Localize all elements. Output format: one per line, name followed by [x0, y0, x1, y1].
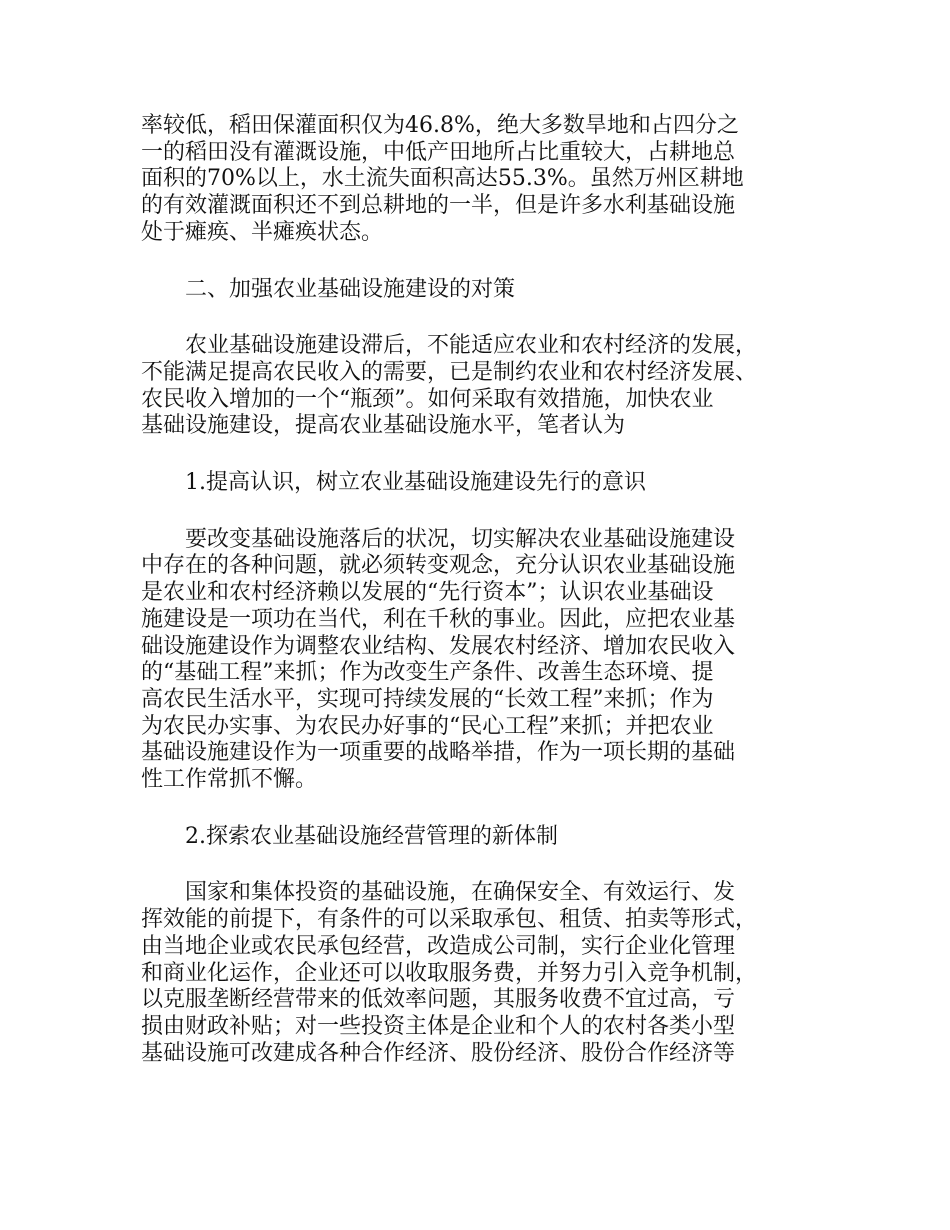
- text-line: 农业基础设施建设滞后，不能适应农业和农村经济的发展，: [185, 333, 758, 359]
- text-line: 的“基础工程”来抓；作为改变生产条件、改善生态环境、提: [141, 660, 714, 686]
- section-heading: [141, 824, 821, 851]
- text-line: 国家和集体投资的基础设施，在确保安全、有效运行、发: [185, 880, 736, 906]
- text-line: 基础设施可改建成各种合作经济、股份经济、股份合作经济等: [141, 1040, 736, 1066]
- text-line: 由当地企业或农民承包经营，改造成公司制，实行企业化管理: [141, 933, 736, 959]
- text-line: 一的稻田没有灌溉设施，中低产田地所占比重较大，占耕地总: [141, 139, 736, 165]
- body-paragraph: [141, 880, 821, 1067]
- text-line: 二、加强农业基础设施建设的对策: [185, 276, 516, 302]
- text-line: 2.探索农业基础设施经营管理的新体制: [185, 823, 558, 849]
- text-line: 础设施建设作为调整农业结构、发展农村经济、增加农民收入: [141, 633, 736, 659]
- text-line: 高农民生活水平，实现可持续发展的“长效工程”来抓；作为: [141, 686, 714, 712]
- body-paragraph: [141, 113, 821, 247]
- text-line: 挥效能的前提下，有条件的可以采取承包、租赁、拍卖等形式，: [141, 907, 758, 933]
- text-line: 率较低，稻田保灌面积仅为46.8%，绝大多数旱地和占四分之: [141, 113, 739, 138]
- text-line: 基础设施建设作为一项重要的战略举措，作为一项长期的基础: [141, 740, 736, 766]
- text-line: 性工作常抓不懈。: [141, 767, 318, 793]
- text-line: 不能满足提高农民收入的需要，已是制约农业和农村经济发展、: [141, 359, 758, 385]
- document-body: [141, 113, 821, 1097]
- body-paragraph: [141, 527, 821, 794]
- text-line: 1.提高认识，树立农业基础设施建设先行的意识: [185, 470, 646, 496]
- text-line: 的有效灌溉面积还不到总耕地的一半，但是许多水利基础设施: [141, 193, 736, 219]
- text-line: 农民收入增加的一个“瓶颈”。如何采取有效措施，加快农业: [141, 386, 714, 412]
- text-line: 基础设施建设，提高农业基础设施水平，笔者认为: [141, 413, 626, 439]
- text-line: 要改变基础设施落后的状况，切实解决农业基础设施建设: [185, 526, 736, 552]
- text-line: 处于瘫痪、半瘫痪状态。: [141, 219, 384, 245]
- text-line: 以克服垄断经营带来的低效率问题，其服务收费不宜过高，亏: [141, 987, 736, 1013]
- body-paragraph: [141, 333, 821, 440]
- text-line: 中存在的各种问题，就必须转变观念，充分认识农业基础设施: [141, 553, 736, 579]
- section-heading: [141, 470, 821, 497]
- text-line: 为农民办实事、为农民办好事的“民心工程”来抓；并把农业: [141, 713, 714, 739]
- text-line: 和商业化运作，企业还可以收取服务费，并努力引入竞争机制，: [141, 960, 758, 986]
- text-line: 损由财政补贴；对一些投资主体是企业和个人的农村各类小型: [141, 1013, 736, 1039]
- text-line: 是农业和农村经济赖以发展的“先行资本”；认识农业基础设: [141, 580, 714, 606]
- text-line: 面积的70%以上，水土流失面积高达55.3%。虽然万州区耕地: [141, 166, 744, 192]
- section-heading: [141, 277, 821, 304]
- text-line: 施建设是一项功在当代，利在千秋的事业。因此，应把农业基: [141, 606, 736, 632]
